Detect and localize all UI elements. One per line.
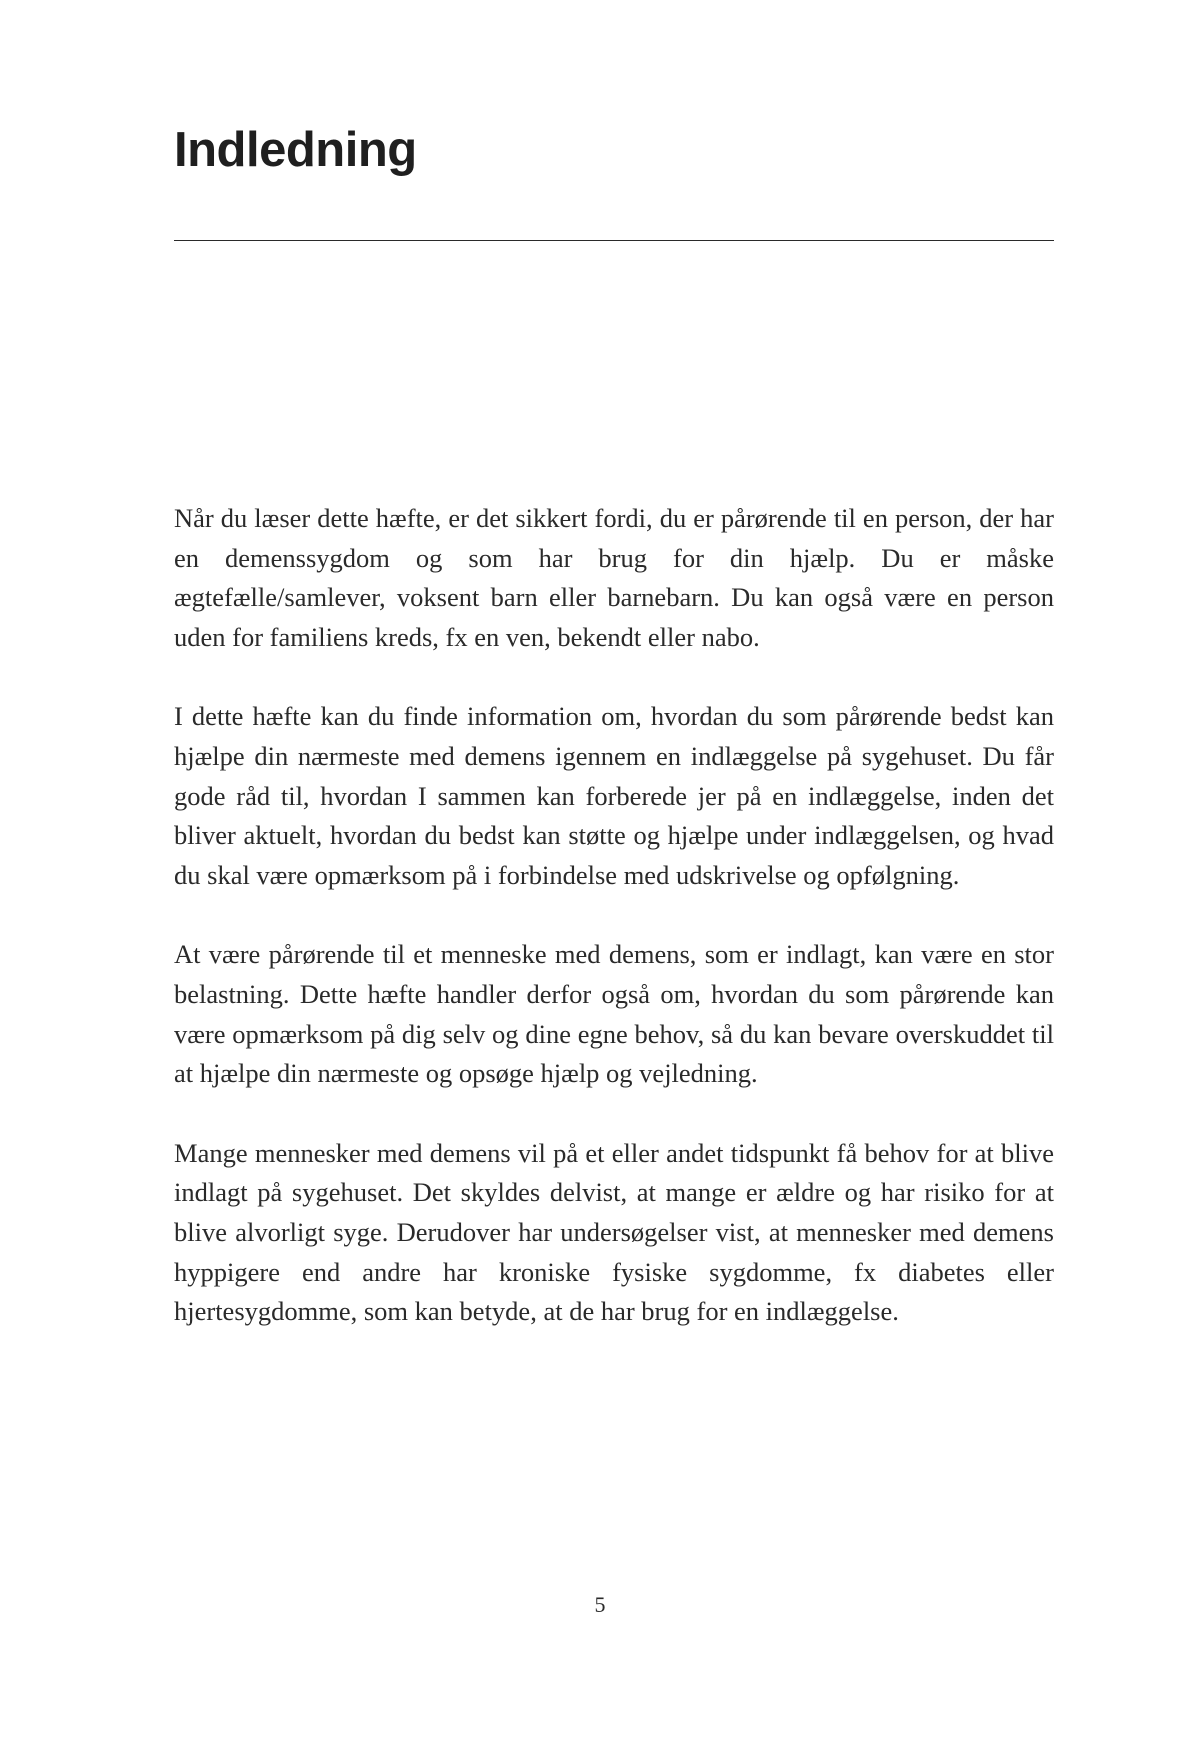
page-number: 5 bbox=[594, 1592, 606, 1617]
paragraph-4: Mange mennesker med demens vil på et eller andet tidspunkt få behov for at blive indlagt på sygehuset. Det skyldes delvist, at mange er ældre og har risiko for at blive alvorligt syge. Derudover har undersøgelser vist, at mennesker med demens hyppigere end andre har kroniske fysiske sygdomme, fx diabetes eller hjertesygdomme, som kan betyde, at de har brug for en indlæggelse. bbox=[174, 1137, 1054, 1327]
heading-divider bbox=[174, 240, 1054, 241]
chapter-heading: Indledning bbox=[174, 123, 417, 177]
paragraph-1: Når du læser dette hæfte, er det sikkert fordi, du er pårørende til en person, der har en demenssygdom og som har brug for din hjælp. Du er måske ægtefælle/samlever, voksent barn eller barnebarn. Du kan også være en person uden for familiens kreds, fx en ven, bekendt eller nabo. bbox=[174, 503, 1054, 652]
paragraph-2: I dette hæfte kan du finde information om, hvordan du som pårørende bedst kan hjælpe din nærmeste med demens igennem en indlæggelse på sygehuset. Du får gode råd til, hvordan I sammen kan forberede jer på en indlæggelse, inden det bliver aktuelt, hvordan du bedst kan støtte og hjælpe under indlæggelsen, og hvad du skal være opmærksom på i forbindelse med udskrivelse og opfølgning. bbox=[174, 701, 1054, 890]
paragraph-3: At være pårørende til et menneske med demens, som er indlagt, kan være en stor belastning. Dette hæfte handler derfor også om, hvordan du som pårørende kan være opmærksom på dig selv og dine egne behov, så du kan bevare overskuddet til at hjælpe din nærmeste og opsøge hjælp og vejledning. bbox=[174, 939, 1054, 1089]
body-text bbox=[174, 499, 1054, 1372]
